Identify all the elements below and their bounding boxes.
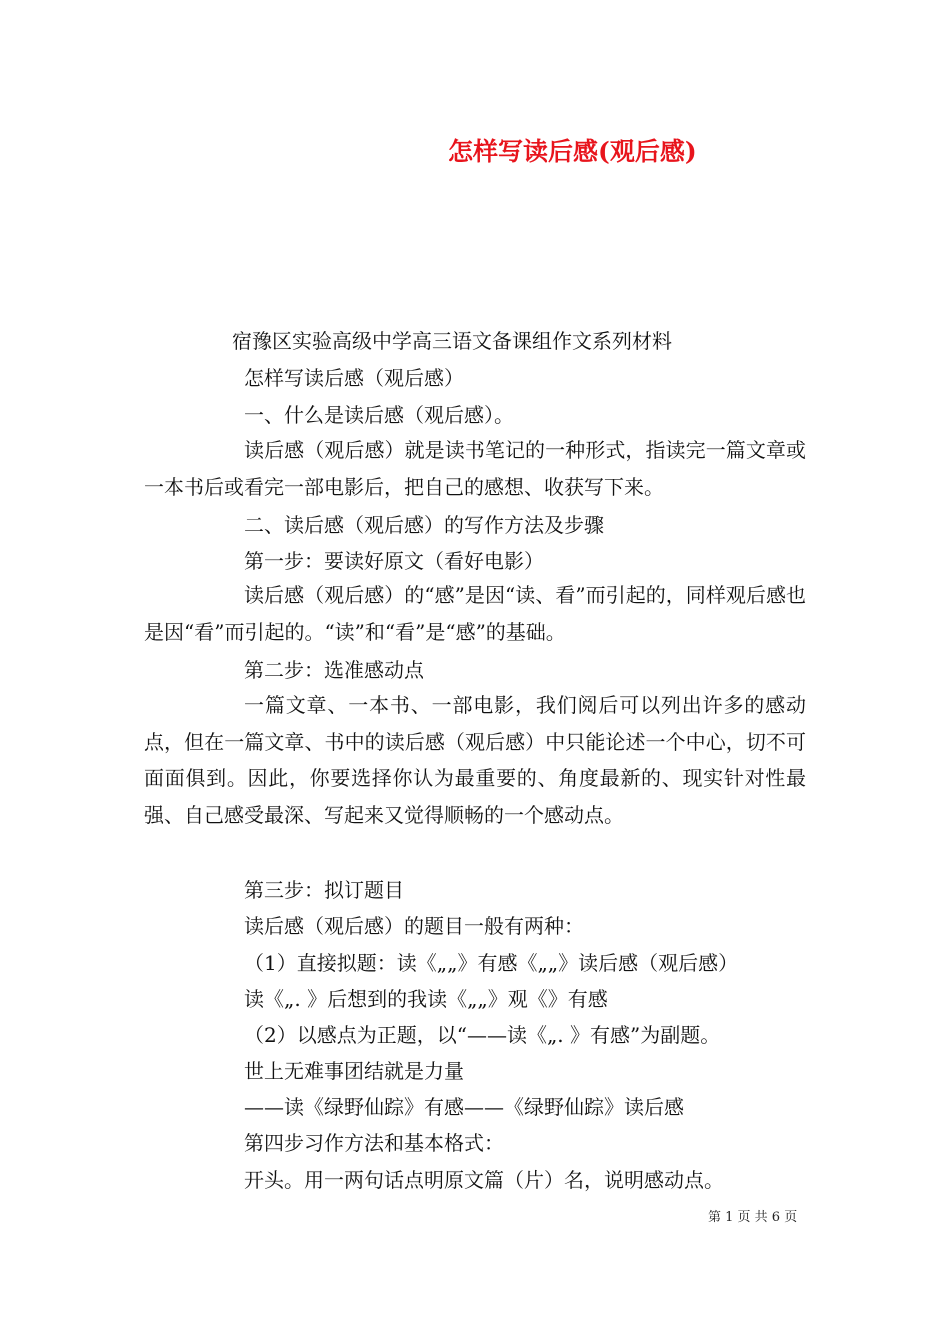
- title-types-line: 读后感（观后感）的题目一般有两种：: [244, 914, 584, 938]
- step-1-heading: 第一步：要读好原文（看好电影）: [244, 549, 544, 573]
- section-2-heading: 二、读后感（观后感）的写作方法及步骤: [244, 513, 604, 537]
- step-3-heading: 第三步：拟订题目: [244, 878, 404, 902]
- step-4-heading: 第四步习作方法和基本格式：: [244, 1131, 504, 1155]
- example-main-title: 世上无难事团结就是力量: [244, 1059, 464, 1083]
- page-number-footer: 第 1 页 共 6 页: [708, 1210, 798, 1225]
- title-type-1: （1）直接拟题：读《„„》有感《„„》读后感（观后感）: [244, 951, 739, 975]
- example-subtitle: ——读《绿野仙踪》有感——《绿野仙踪》读后感: [244, 1095, 684, 1119]
- title-type-2: （2）以感点为正题，以“——读《„. 》有感”为副题。: [244, 1023, 721, 1047]
- heading-repeat: 怎样写读后感（观后感）: [244, 366, 464, 390]
- document-title: 怎样写读后感(观后感): [448, 137, 697, 166]
- paragraph-definition: 读后感（观后感）就是读书笔记的一种形式，指读完一篇文章或一本书后或看完一部电影后，把自己的感想、收获写下来。: [144, 438, 806, 499]
- section-1-heading: 一、什么是读后感（观后感）。: [244, 403, 514, 427]
- step-2-heading: 第二步：选准感动点: [244, 658, 424, 682]
- title-type-1-continued: 读《„. 》后想到的我读《„„》观《》有感: [244, 987, 608, 1011]
- paragraph-step-2: 一篇文章、一本书、一部电影，我们阅后可以列出许多的感动点，但在一篇文章、书中的读后感（观后感）中只能论述一个中心，切不可面面俱到。因此，你要选择你认为最重要的、角度最新的、现实针对性最强、自己感受最深、写起来又觉得顺畅的一个感动点。: [144, 693, 806, 827]
- opening-line: 开头。用一两句话点明原文篇（片）名，说明感动点。: [244, 1168, 724, 1192]
- paragraph-step-1: 读后感（观后感）的“感”是因“读、看”而引起的，同样观后感也是因“看”而引起的。“读”和“看”是“感”的基础。: [144, 583, 806, 644]
- subtitle-line: 宿豫区实验高级中学高三语文备课组作文系列材料: [232, 329, 672, 353]
